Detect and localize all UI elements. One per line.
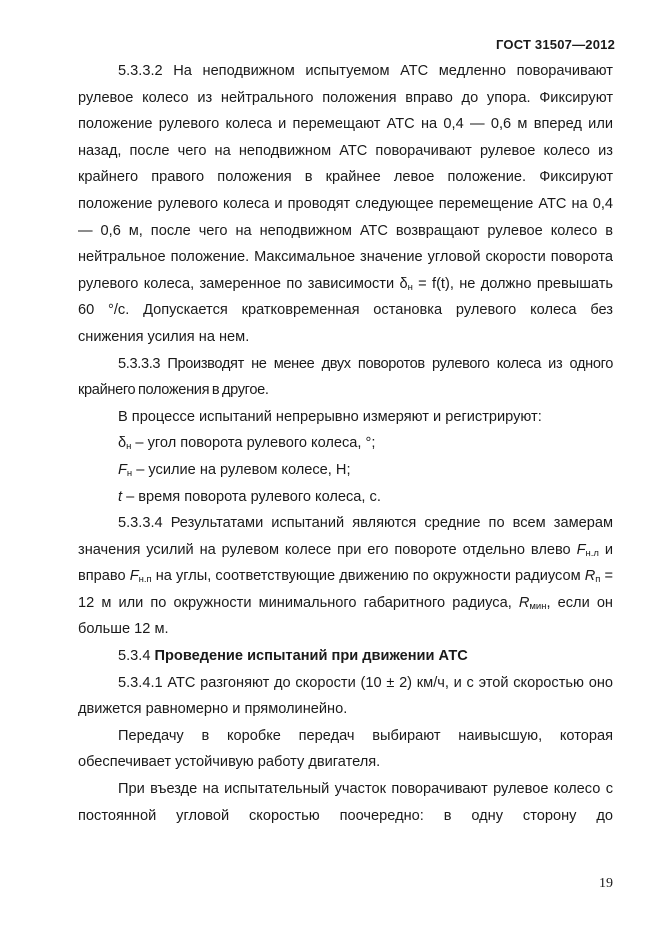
page-body [78,58,613,829]
subscript: н [126,441,132,453]
paragraph-text: на углы, соответствующие движению по окружности радиусом [151,568,585,585]
section-title: Проведение испытаний при движении АТС [154,648,468,665]
subscript: п [595,574,601,586]
definition-time [78,484,613,511]
paragraph-text: , если он больше 12 м. [78,594,613,638]
definition-text: – время поворота рулевого колеса, с. [122,488,381,505]
subscript: н.л [585,547,599,559]
paragraph-5-3-4-1 [78,670,613,723]
definition-delta [78,430,613,457]
paragraph-text: 5.3.3.4 Результатами испытаний являются средние по всем замерам значения усилий на рулевом колесе при его повороте отдельно влево [78,515,613,558]
paragraph-entry [78,776,613,829]
document-header: ГОСТ 31507—2012 [496,37,615,52]
section-heading-5-3-4 [78,643,613,670]
subscript: н [407,281,413,293]
subscript: мин [529,600,547,612]
paragraph-gear [78,723,613,776]
paragraph-5-3-3-3 [78,351,613,404]
subscript: н [126,467,133,479]
symbol-delta: δ [118,435,127,452]
paragraph-5-3-3-4 [78,510,613,643]
paragraph-text: = f(t), не должно превышать 60 °/с. Допускается кратковременная остановка рулевого колеса без снижения усилия на нем. [78,275,613,345]
symbol-r: R [584,568,596,585]
definition-text: – усилие на рулевом колесе, Н; [132,461,351,478]
paragraph-text: = 12 м или по окружности минимального габаритного радиуса, [78,568,613,611]
symbol-f: F [118,461,127,478]
symbol-f: F [129,568,139,585]
paragraph-5-3-3-2 [78,58,613,351]
symbol-delta: δ [399,275,408,292]
page-number: 19 [599,876,613,891]
symbol-f: F [576,541,586,558]
paragraph-text: и вправо [78,541,613,585]
subscript: н.п [138,574,152,586]
symbol-r: R [518,594,530,611]
paragraph-text: В процессе испытаний непрерывно измеряют и регистрируют: [118,408,542,425]
symbol-t: t [118,488,123,505]
paragraph-text: 5.3.4.1 АТС разгоняют до скорости (10 ± 2) км/ч, и с этой скоростью оно движется равномерно и прямолинейно. [78,674,613,718]
paragraph-text: При въезде на испытательный участок поворачивают рулевое колесо с постоянной угловой скоростью поочередно: в одну сторону до [78,781,613,824]
definition-force [78,457,613,484]
paragraph-text: 5.3.3.3 Производят не менее двух поворотов рулевого колеса из одного крайнего положения в другое. [78,355,613,399]
paragraph-text: Передачу в коробке передач выбирают наивысшую, которая обеспечивает устойчивую работу двигателя. [78,727,613,771]
paragraph-text: 5.3.3.2 На неподвижном испытуемом АТС медленно поворачивают рулевое колесо из нейтрального положения вправо до упора. Фиксируют положение рулевого колеса и перемещают АТС на 0,4 — 0,6 м вперед или назад, после чего на неподвижном АТС поворачивают рулевое колесо из крайнего правого положения в крайнее левое положение. Фиксируют положение рулевого колеса и проводят следующее перемещение АТС на 0,4 — 0,6 м, после чего на неподвижном АТС возвращают рулевое колесо в нейтральное положение. Максимальное значение угловой скорости поворота рулевого колеса, замеренное по зависимости [78,63,613,292]
definition-text: – угол поворота рулевого колеса, °; [131,435,376,452]
paragraph-measure-intro [78,404,613,431]
section-number: 5.3.4 [118,648,155,665]
